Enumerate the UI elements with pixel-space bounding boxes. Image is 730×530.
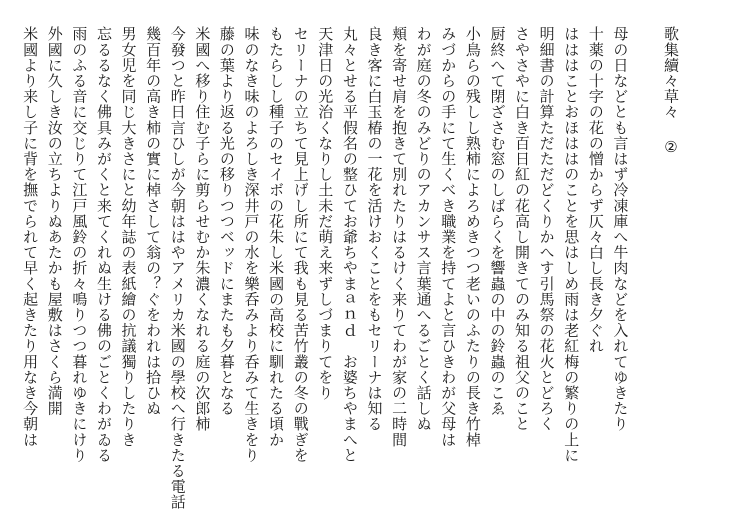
collection-title <box>658 26 683 516</box>
vertical-text-block <box>18 26 683 516</box>
title-gap <box>632 26 658 516</box>
poem-line: 厨終へて閉ざさむ窓のしばらくを響蟲の中の鈴蟲のこゑ <box>488 26 507 416</box>
poem-line: 幾百年の高き柿の實に棹さして翁の？ぐをわれは拾ひぬ <box>144 26 163 416</box>
poem-line: みづからの手にて生くべき職業を持てよと言ひきわが父母は <box>439 26 458 448</box>
poem-line: 母の日などとも言はず冷凍庫へ牛肉などを入れてゆきたり <box>611 26 630 432</box>
poem-line: 十薬の十字の花の憎からず仄々白し長き夕ぐれ <box>586 26 605 354</box>
poem-line: 米國より来し子に背を撫でられて早く起きたり用なき今朝は <box>21 26 40 448</box>
poem-line: はははことおほははのことを思はしめ雨は老紅梅の繁りの上に <box>562 26 581 463</box>
poem-line: 外國に久しき汝の立ちよりぬあたかも屋敷はさくら満開 <box>45 26 64 416</box>
poem-line: 小鳥らの残しし熟柿によろめきつつ老いのふたりの長き竹棹 <box>463 26 482 448</box>
poem-line: 良き客に白玉椿の一花を活けおくことをもセリーナは知る <box>365 26 384 432</box>
poem-line: わが庭の冬のみどりのアカンサス言葉通へるごとく話しぬ <box>414 26 433 432</box>
poem-line: 丸々とせる平假名の整ひてお爺ちやまａｎｄ お婆ちやまへと <box>340 26 359 463</box>
poem-line: 忘るるなく佛具みがくと来てくれぬ生ける佛のごとくわがゐる <box>94 26 113 463</box>
poem-line: 天津日の光治くなりし土未だ萌え来ずしづまりてをり <box>316 26 335 401</box>
collection-title-text: 歌集續々草々 <box>662 26 680 120</box>
poem-line: さやさやに白き百日紅の花高し開きてのみ知る祖父のこと <box>513 26 532 432</box>
poem-line: セリーナの立ちて見上げし所にて我も見る苦竹叢の冬の戰ぎを <box>291 26 310 463</box>
poem-line: 雨のふる音に交じりて江戸風鈴の折々鳴りつつ暮れゆきにけり <box>70 26 89 463</box>
poem-line: 明細書の計算ただただどくりかへす引馬祭の花火とどろく <box>537 26 556 432</box>
poem-line: 今發つと昨日言ひしが今朝ははやアメリカ米國の學校へ行きたる電話 <box>168 26 187 510</box>
poem-line: 米國へ移り住む子らに剪らせむか朱濃くなれる庭の次郎柿 <box>193 26 212 432</box>
poem-line: 男女児を同じ大きさにと幼年誌の表紙繪の抗議獨りしたりき <box>119 26 138 448</box>
collection-number: ② <box>662 137 680 157</box>
poem-line: もたらしし種子のセイボの花朱し米國の高校に馴れたる頃か <box>267 26 286 448</box>
poem-line: 藤の葉より返る光の移りつつベッドにまたも夕暮となる <box>217 26 236 416</box>
poem-line: 頬を寄せ肩を抱きて別れたりはるけく来りてわが家の二時間 <box>390 26 409 448</box>
poem-line: 味のなき味のよろしき深井戸の水を樂呑みより呑みて生きをり <box>242 26 261 463</box>
